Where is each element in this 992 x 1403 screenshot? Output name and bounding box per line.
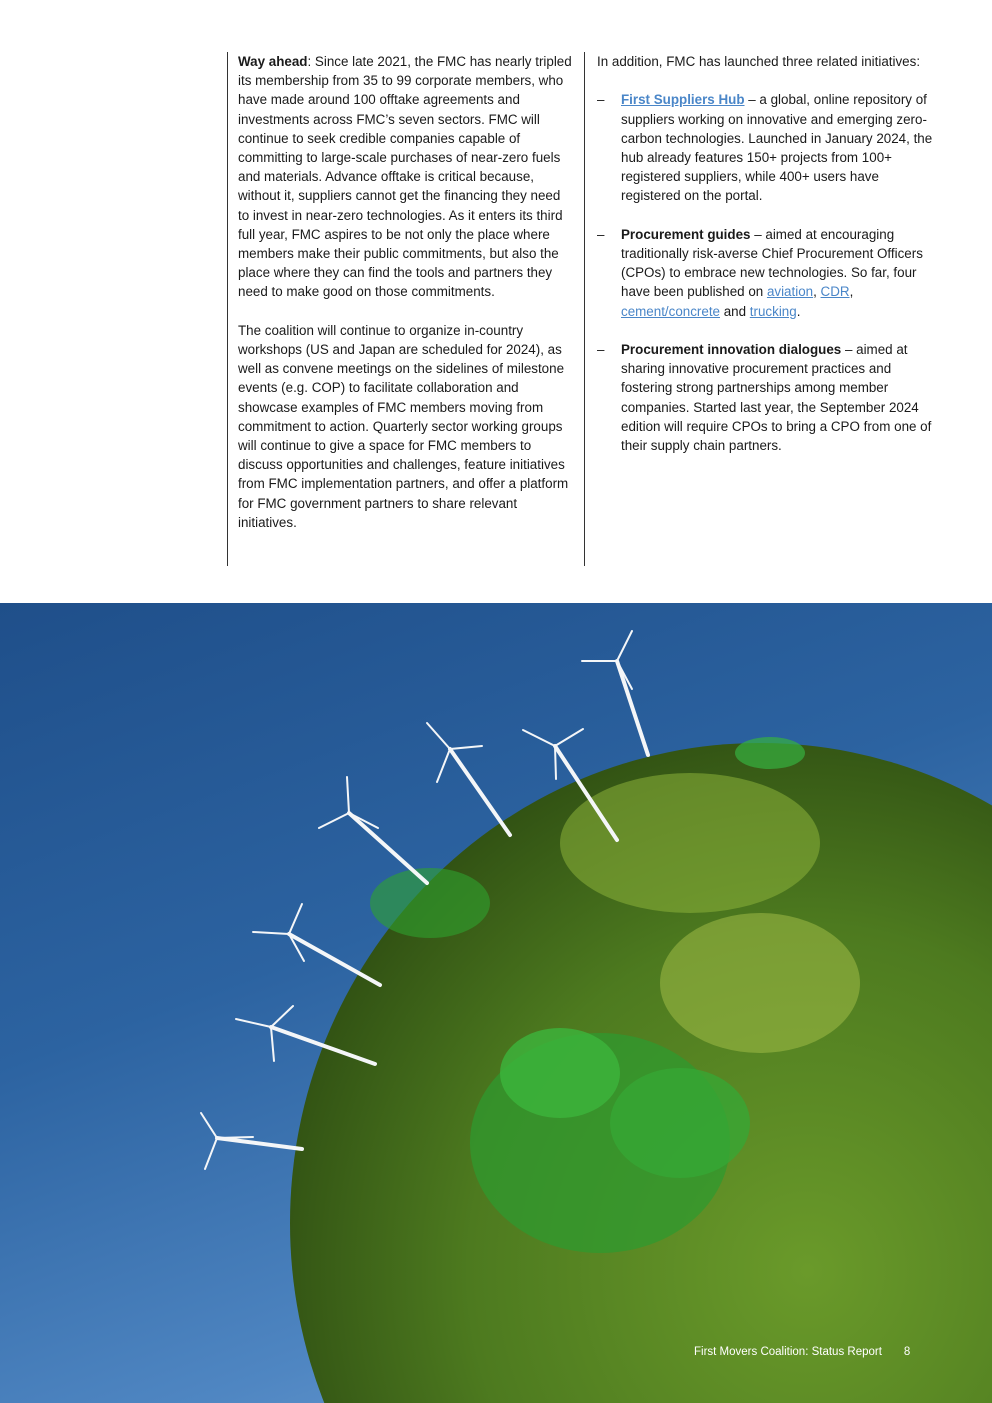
page-footer	[694, 1346, 910, 1358]
cdr-link[interactable]: CDR	[820, 284, 850, 300]
trucking-link[interactable]: trucking	[749, 303, 797, 319]
way-ahead-paragraph	[238, 52, 574, 302]
bright-moss-patch	[370, 868, 490, 938]
list-item	[597, 340, 937, 455]
item-heading: Procurement guides	[621, 226, 751, 242]
initiatives-intro: In addition, FMC has launched three related initiatives:	[597, 54, 921, 69]
turbine	[582, 631, 648, 755]
report-subtitle: Status Report	[808, 1346, 882, 1358]
dash-bullet: –	[597, 342, 605, 357]
bright-moss-patch	[500, 1028, 620, 1118]
list-item	[597, 90, 937, 205]
coalition-paragraph: The coalition will continue to organize in-country workshops (US and Japan are scheduled for 2024), as well as convene meetings on the sidelines of milestone events (e.g. COP) to facilitate collaboration and showcase examples of FMC members moving from commitment to action. Quarterly sector working groups will continue to give a space for FMC members to discuss opportunities and challenges, feature initiatives from FMC implementation partners, and offer a platform for FMC government partners to share relevant initiatives.	[238, 322, 569, 530]
left-column	[227, 52, 585, 566]
conjunction: and	[720, 303, 750, 319]
report-title: First Movers Coalition:	[694, 1346, 809, 1358]
turbine	[201, 1113, 302, 1169]
dash-bullet: –	[597, 92, 605, 108]
page-number: 8	[903, 1346, 911, 1358]
photo-illustration	[0, 603, 992, 1403]
way-ahead-text: : Since late 2021, the FMC has nearly tripled its membership from 35 to 99 corporate members, who have made around 100 offtake agreements and investments across FMC’s seven sectors. FMC will continue to seek credible companies capable of committing to large-scale purchases of near-zero fuels and materials. Advance offtake is critical because, without it, suppliers cannot get the financing they need to invest in near-zero technologies. As it enters its third full year, FMC aspires to be not only the place where members make their public commitments, but also the place where they can find the tools and partners they need to make good on those commitments.	[238, 54, 572, 300]
bright-moss-patch	[735, 737, 805, 769]
right-column	[597, 52, 937, 474]
period: .	[796, 303, 801, 319]
separator: ,	[849, 284, 854, 300]
moss-patch	[660, 913, 860, 1053]
dash-bullet: –	[597, 226, 605, 242]
first-suppliers-hub-link[interactable]: First Suppliers Hub	[621, 92, 745, 108]
item-text: – a global, online repository of suppliers working on innovative and emerging zero-carbon technologies. Launched in January 2024, the hub already features 150+ projects from 100+ registered suppliers, while 400+ users have registered on the portal.	[621, 92, 933, 204]
initiatives-list	[597, 90, 937, 455]
turbine	[253, 904, 380, 985]
turbine	[427, 723, 510, 835]
turbine	[319, 777, 427, 883]
moss-globe-wind-turbines-photo	[0, 603, 992, 1403]
cement-concrete-link[interactable]: cement/concrete	[621, 303, 720, 319]
item-text: – aimed at encouraging traditionally risk-averse Chief Procurement Officers (CPOs) to embrace new technologies. So far, four have been published on	[621, 226, 923, 300]
moss-patch	[560, 773, 820, 913]
item-text: – aimed at sharing innovative procurement practices and fostering strong partnerships among member companies. Started last year, the September 2024 edition will require CPOs to bring a CPO from one of their supply chain partners.	[621, 342, 932, 454]
item-heading: Procurement innovation dialogues	[621, 342, 842, 357]
list-item	[597, 225, 937, 321]
bright-moss-patch	[610, 1068, 750, 1178]
aviation-link[interactable]: aviation	[766, 284, 814, 300]
way-ahead-heading: Way ahead	[238, 54, 308, 69]
separator: ,	[813, 284, 821, 300]
